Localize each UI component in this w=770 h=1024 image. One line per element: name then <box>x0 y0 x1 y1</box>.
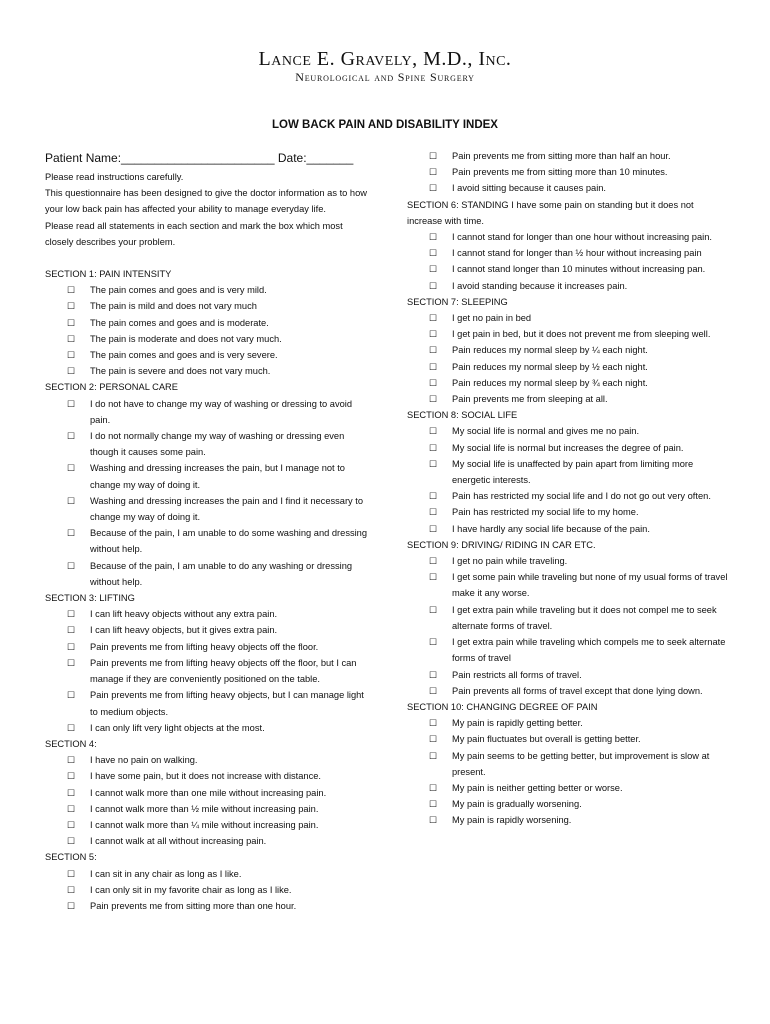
option-label: I do not normally change my way of washing or dressing even though it causes some pain. <box>90 431 345 458</box>
checkbox[interactable]: ☐ <box>67 819 76 830</box>
option-label: My pain is gradually worsening. <box>452 799 582 810</box>
option-label: My social life is normal but increases the degree of pain. <box>452 442 684 453</box>
option-label: Because of the pain, I am unable to do some washing and dressing without help. <box>90 528 368 555</box>
option-label: My pain is rapidly worsening. <box>452 815 572 826</box>
option-label: Pain prevents me from lifting heavy objects off the floor, but I can manage if they are conveniently positioned on the table. <box>90 657 357 685</box>
option-label: Washing and dressing increases the pain, but I manage not to change my way of doing it. <box>90 463 345 490</box>
option-item <box>407 278 730 294</box>
checkbox[interactable]: ☐ <box>67 366 76 377</box>
option-item <box>407 310 730 326</box>
checkbox[interactable]: ☐ <box>67 528 76 539</box>
option-item <box>407 602 730 634</box>
checkbox[interactable]: ☐ <box>67 398 76 409</box>
option-item <box>45 817 370 833</box>
instruction-paragraph: Please read all statements in each section and mark the box which most closely describes your problem. <box>45 220 343 247</box>
checkbox[interactable]: ☐ <box>67 625 76 636</box>
checkbox[interactable]: ☐ <box>67 333 76 344</box>
patient-name-date-field[interactable]: Patient Name:_______________________ Date:_______ <box>45 151 354 165</box>
option-item <box>45 606 370 622</box>
checkbox[interactable]: ☐ <box>429 799 438 810</box>
checkbox[interactable]: ☐ <box>67 755 76 766</box>
option-label: My pain fluctuates but overall is getting better. <box>452 734 641 745</box>
instruction-line: Please read instructions carefully. <box>45 172 184 182</box>
checkbox[interactable]: ☐ <box>67 803 76 814</box>
option-label: My pain seems to be getting better, but improvement is slow at present. <box>452 750 710 777</box>
section-title: SECTION 7: SLEEPING <box>407 296 508 307</box>
option-item <box>45 639 370 655</box>
right-column <box>407 148 730 829</box>
option-item <box>407 456 730 488</box>
option-item <box>45 558 370 590</box>
checkbox[interactable]: ☐ <box>429 491 438 502</box>
option-item <box>407 375 730 391</box>
option-item <box>407 440 730 456</box>
option-item <box>407 731 730 747</box>
checkbox[interactable]: ☐ <box>67 463 76 474</box>
option-item <box>45 493 370 525</box>
spacer <box>45 250 370 266</box>
option-label: I have hardly any social life because of the pain. <box>452 523 650 534</box>
option-label: I can only sit in my favorite chair as long as I like. <box>90 884 292 895</box>
checkbox[interactable]: ☐ <box>429 313 438 324</box>
option-label: I get extra pain while traveling which compels me to seek alternate forms of travel <box>452 637 726 664</box>
section-title: SECTION 3: LIFTING <box>45 593 135 604</box>
option-item <box>45 428 370 460</box>
option-label: I get some pain while traveling but none of my usual forms of travel make it any worse. <box>452 572 728 599</box>
option-item <box>45 460 370 492</box>
option-label: I get extra pain while traveling but it does not compel me to seek alternate forms of travel. <box>452 604 717 631</box>
option-item <box>407 164 730 180</box>
checkbox[interactable]: ☐ <box>429 750 438 761</box>
checkbox[interactable]: ☐ <box>67 868 76 879</box>
option-label: Washing and dressing increases the pain and I find it necessary to change my way of doing it. <box>90 495 364 523</box>
option-label: Pain prevents me from lifting heavy objects, but I can manage light to medium objects. <box>90 690 364 717</box>
option-item <box>407 569 730 601</box>
option-item <box>407 359 730 375</box>
option-item <box>45 720 370 736</box>
checkbox[interactable]: ☐ <box>67 560 76 571</box>
option-item <box>45 331 370 347</box>
option-item <box>407 683 730 699</box>
option-item <box>45 768 370 784</box>
option-item <box>45 347 370 363</box>
checkbox[interactable]: ☐ <box>429 442 438 453</box>
checkbox[interactable]: ☐ <box>429 232 438 243</box>
checkbox[interactable]: ☐ <box>429 329 438 340</box>
option-label: Because of the pain, I am unable to do any washing or dressing without help. <box>90 560 353 587</box>
option-item <box>45 833 370 849</box>
option-item <box>45 525 370 557</box>
checkbox[interactable]: ☐ <box>429 572 438 583</box>
checkbox[interactable]: ☐ <box>429 280 438 291</box>
checkbox[interactable]: ☐ <box>429 151 438 161</box>
option-item <box>45 801 370 817</box>
section-title: SECTION 2: PERSONAL CARE <box>45 382 178 393</box>
checkbox[interactable]: ☐ <box>67 317 76 328</box>
option-label: I can only lift very light objects at the most. <box>90 722 265 733</box>
option-label: My pain is rapidly getting better. <box>452 718 583 729</box>
checkbox[interactable]: ☐ <box>67 836 76 847</box>
option-label: I avoid standing because it increases pain. <box>452 280 628 291</box>
left-column <box>45 150 370 914</box>
checkbox[interactable]: ☐ <box>429 734 438 745</box>
section-title: SECTION 5: <box>45 852 97 863</box>
checkbox[interactable]: ☐ <box>429 167 438 178</box>
checkbox[interactable]: ☐ <box>429 458 438 469</box>
option-label: Pain reduces my normal sleep by ¼ each night. <box>452 345 648 356</box>
practice-subtitle: Neurological and Spine Surgery <box>295 70 475 84</box>
option-label: I get no pain in bed <box>452 313 532 324</box>
option-item <box>407 326 730 342</box>
option-item <box>45 866 370 882</box>
checkbox[interactable]: ☐ <box>429 718 438 729</box>
checkbox[interactable]: ☐ <box>67 690 76 701</box>
section-title: SECTION 4: <box>45 738 97 749</box>
option-label: Pain has restricted my social life and I do not go out very often. <box>452 491 711 502</box>
option-label: The pain comes and goes and is very severe. <box>90 350 278 361</box>
option-label: Pain prevents me from sleeping at all. <box>452 394 608 405</box>
option-item <box>407 796 730 812</box>
checkbox[interactable]: ☐ <box>429 685 438 696</box>
option-label: Pain prevents me from sitting more than one hour. <box>90 900 297 911</box>
option-item <box>407 504 730 520</box>
option-label: My social life is normal and gives me no pain. <box>452 426 640 437</box>
option-item <box>407 229 730 245</box>
option-label: I can sit in any chair as long as I like. <box>90 868 242 879</box>
option-label: I do not have to change my way of washing or dressing to avoid pain. <box>90 398 353 425</box>
option-label: The pain is moderate and does not vary much. <box>90 333 282 344</box>
document-title: LOW BACK PAIN AND DISABILITY INDEX <box>272 119 498 131</box>
option-item <box>45 282 370 298</box>
checkbox[interactable]: ☐ <box>67 771 76 782</box>
checkbox[interactable]: ☐ <box>429 782 438 793</box>
checkbox[interactable]: ☐ <box>67 657 76 668</box>
option-item <box>407 180 730 196</box>
checkbox[interactable]: ☐ <box>429 394 438 405</box>
section-title: SECTION 1: PAIN INTENSITY <box>45 269 172 280</box>
checkbox[interactable]: ☐ <box>67 722 76 733</box>
checkbox[interactable]: ☐ <box>429 507 438 518</box>
option-label: I cannot walk more than ½ mile without increasing pain. <box>90 803 319 814</box>
option-label: Pain prevents me from sitting more than half an hour. <box>452 151 671 161</box>
option-label: The pain comes and goes and is very mild. <box>90 285 267 296</box>
option-label: Pain has restricted my social life to my home. <box>452 507 639 518</box>
section-title: SECTION 10: CHANGING DEGREE OF PAIN <box>407 701 598 712</box>
option-item <box>407 667 730 683</box>
option-item <box>407 261 730 277</box>
option-item <box>407 748 730 780</box>
checkbox[interactable]: ☐ <box>67 285 76 296</box>
option-item <box>407 391 730 407</box>
option-label: I cannot walk more than ¼ mile without increasing pain. <box>90 819 319 830</box>
option-label: I can lift heavy objects, but it gives extra pain. <box>90 625 278 636</box>
option-label: The pain is mild and does not vary much <box>90 301 257 312</box>
option-item <box>407 780 730 796</box>
checkbox[interactable]: ☐ <box>429 523 438 534</box>
option-label: I cannot walk more than one mile without increasing pain. <box>90 787 327 798</box>
option-label: The pain comes and goes and is moderate. <box>90 317 269 328</box>
section-title: SECTION 6: STANDING I have some pain on standing but it does not increase with time. <box>407 199 694 226</box>
checkbox[interactable]: ☐ <box>67 900 76 911</box>
right-sections <box>407 148 730 829</box>
checkbox[interactable]: ☐ <box>429 361 438 372</box>
checkbox[interactable]: ☐ <box>429 604 438 615</box>
option-item <box>45 655 370 687</box>
practice-name: Lance E. Gravely, M.D., Inc. <box>258 48 512 70</box>
option-item <box>407 521 730 537</box>
option-label: My pain is neither getting better or worse. <box>452 782 623 793</box>
checkbox[interactable]: ☐ <box>429 556 438 567</box>
option-item <box>407 715 730 731</box>
option-item <box>45 315 370 331</box>
option-label: I get no pain while traveling. <box>452 556 568 567</box>
checkbox[interactable]: ☐ <box>429 426 438 437</box>
option-label: I cannot stand for longer than one hour without increasing pain. <box>452 232 712 243</box>
checkbox[interactable]: ☐ <box>67 495 76 506</box>
option-label: I have some pain, but it does not increase with distance. <box>90 771 322 782</box>
checkbox[interactable]: ☐ <box>67 884 76 895</box>
checkbox[interactable]: ☐ <box>67 301 76 312</box>
option-item <box>45 687 370 719</box>
option-label: I get pain in bed, but it does not prevent me from sleeping well. <box>452 329 711 340</box>
checkbox[interactable]: ☐ <box>67 350 76 361</box>
option-item <box>45 752 370 768</box>
left-sections <box>45 266 370 914</box>
option-item <box>45 785 370 801</box>
option-item <box>45 298 370 314</box>
option-item <box>45 622 370 638</box>
checkbox[interactable]: ☐ <box>429 345 438 356</box>
option-label: Pain restricts all forms of travel. <box>452 669 582 680</box>
checkbox[interactable]: ☐ <box>67 787 76 798</box>
option-item <box>407 423 730 439</box>
option-label: I cannot stand longer than 10 minutes without increasing pan. <box>452 264 706 275</box>
checkbox[interactable]: ☐ <box>67 609 76 620</box>
option-item <box>407 342 730 358</box>
option-label: I cannot stand for longer than ½ hour without increasing pain <box>452 248 702 259</box>
checkbox[interactable]: ☐ <box>429 264 438 275</box>
option-item <box>407 812 730 828</box>
option-label: I have no pain on walking. <box>90 755 198 766</box>
option-item <box>407 553 730 569</box>
option-label: I cannot walk at all without increasing pain. <box>90 836 267 847</box>
option-item <box>407 245 730 261</box>
option-label: I can lift heavy objects without any extra pain. <box>90 609 278 620</box>
option-label: Pain prevents me from lifting heavy objects off the floor. <box>90 641 319 652</box>
checkbox[interactable]: ☐ <box>429 377 438 388</box>
checkbox[interactable]: ☐ <box>67 431 76 442</box>
option-item <box>45 396 370 428</box>
checkbox[interactable]: ☐ <box>429 183 438 194</box>
option-label: Pain prevents me from sitting more than 10 minutes. <box>452 167 668 178</box>
option-item <box>45 363 370 379</box>
section-title: SECTION 9: DRIVING/ RIDING IN CAR ETC. <box>407 539 596 550</box>
option-item <box>45 882 370 898</box>
checkbox[interactable]: ☐ <box>429 637 438 648</box>
checkbox[interactable]: ☐ <box>67 641 76 652</box>
option-label: Pain prevents all forms of travel except that done lying down. <box>452 685 703 696</box>
option-label: Pain reduces my normal sleep by ½ each night. <box>452 361 648 372</box>
option-label: Pain reduces my normal sleep by ¾ each night. <box>452 377 648 388</box>
option-label: The pain is severe and does not vary much. <box>90 366 271 377</box>
instruction-paragraph: This questionnaire has been designed to give the doctor information as to how your low back pain has affected your ability to manage everyday life. <box>45 188 367 215</box>
option-label: I avoid sitting because it causes pain. <box>452 183 607 194</box>
checkbox[interactable]: ☐ <box>429 815 438 826</box>
checkbox[interactable]: ☐ <box>429 248 438 259</box>
section-title: SECTION 8: SOCIAL LIFE <box>407 410 518 421</box>
option-label: My social life is unaffected by pain apart from limiting more energetic interests. <box>452 458 694 486</box>
option-item <box>407 148 730 164</box>
checkbox[interactable]: ☐ <box>429 669 438 680</box>
option-item <box>45 898 370 914</box>
option-item <box>407 488 730 504</box>
option-item <box>407 634 730 666</box>
